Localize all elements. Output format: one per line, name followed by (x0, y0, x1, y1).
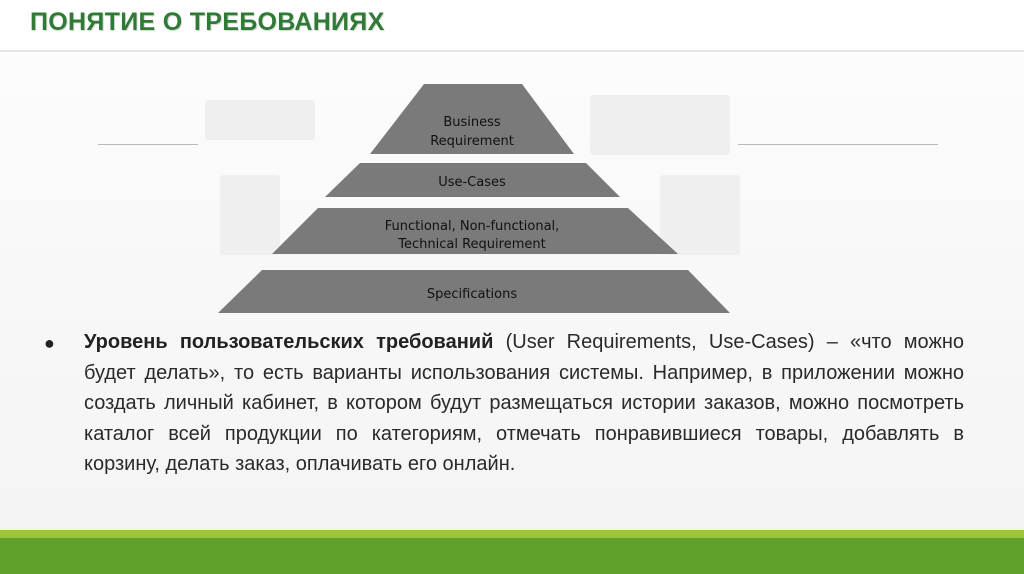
bold-lead: Уровень пользовательских требований (84, 331, 494, 353)
pyramid-level-1-line-2: Requirement (430, 134, 514, 149)
body-paragraph (84, 327, 964, 480)
pyramid-level-1-line-1: Business (443, 115, 501, 130)
footer-bar (0, 538, 1024, 574)
paragraph-text: (User Requirements, Use-Cases) – «что можно будет делать», то есть варианты использования системы. Например, в приложении можно создать личный кабинет, в котором будут размещаться истории заказов, можно посмотреть каталог всей продукции по категориям, отмечать понравившиеся товары, добавлять в корзину, делать заказ, оплачивать его онлайн. (84, 331, 965, 475)
bullet-icon: ● (44, 333, 55, 353)
footer-stripe-light (0, 530, 1024, 538)
pyramid-level-4-line-1: Specifications (426, 287, 518, 302)
pyramid-level-2-line-1: Use-Cases (438, 175, 506, 190)
page-title: ПОНЯТИЕ О ТРЕБОВАНИЯХ (30, 8, 385, 36)
pyramid-level-3-line-1: Functional, Non-functional, (384, 219, 560, 234)
pyramid-level-3-line-2: Technical Requirement (398, 237, 546, 252)
